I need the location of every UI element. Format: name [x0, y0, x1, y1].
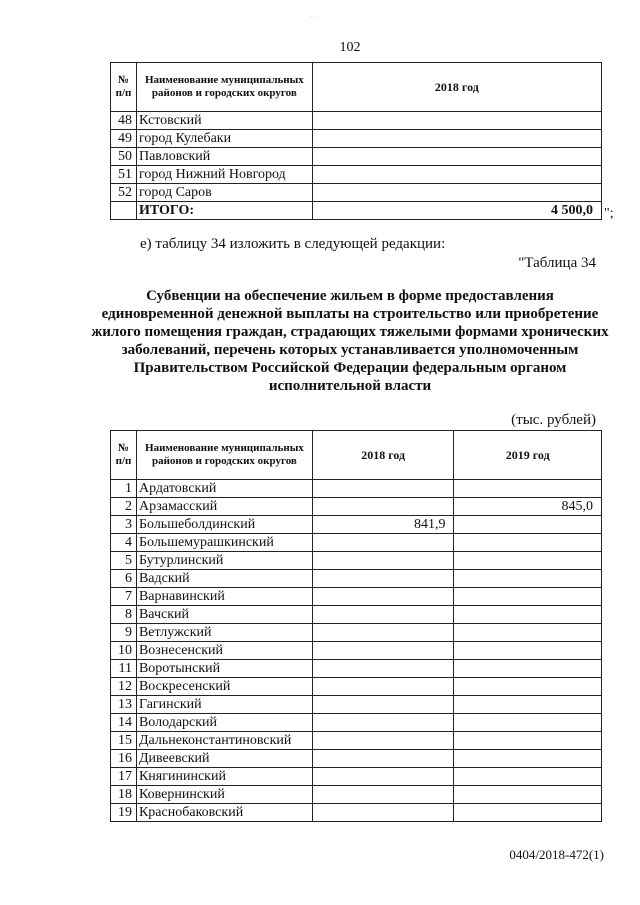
- cell-name: город Кулебаки: [136, 130, 312, 148]
- table-row: [111, 678, 602, 696]
- cell-y2018: [312, 552, 454, 570]
- table-row: [111, 660, 602, 678]
- cell-y2019: [454, 768, 602, 786]
- table-row: [111, 768, 602, 786]
- cell-name: Вознесенский: [136, 642, 312, 660]
- page-number: 102: [339, 40, 361, 55]
- cell-num: 2: [111, 498, 137, 516]
- cell-name: Володарский: [136, 714, 312, 732]
- cell-y2019: [454, 588, 602, 606]
- table-row: [111, 732, 602, 750]
- cell-y2018: [312, 714, 454, 732]
- table-row: [111, 624, 602, 642]
- header-name: Наименование муниципальных районов и городских округов: [136, 63, 312, 112]
- cell-name: Бутурлинский: [136, 552, 312, 570]
- cell-y2019: [454, 516, 602, 534]
- cell-y2018: [312, 786, 454, 804]
- cell-y2019: [454, 480, 602, 498]
- table-row: [111, 750, 602, 768]
- cell-num: 4: [111, 534, 137, 552]
- table-34: [110, 430, 602, 822]
- table-row: [111, 714, 602, 732]
- cell-y2018: [312, 660, 454, 678]
- cell-name: Гагинский: [136, 696, 312, 714]
- cell-name: Вачский: [136, 606, 312, 624]
- cell-num: 13: [111, 696, 137, 714]
- table-title: Субвенции на обеспечение жильем в форме предоставления единовременной денежной выплаты на строительство или приобретение жилого помещения граждан, страдающих тяжелыми формами хронических заболеваний, перечень которых устанавливается уполномоченным Правительством Российской Федерации федеральным органом исполнительной власти: [91, 288, 609, 394]
- total-num: [111, 202, 137, 220]
- header-2019: 2019 год: [454, 431, 602, 480]
- cell-y2018: [312, 570, 454, 588]
- table-row: [111, 166, 602, 184]
- total-label: ИТОГО:: [136, 202, 312, 220]
- cell-name: Дивеевский: [136, 750, 312, 768]
- cell-y2018: [312, 166, 601, 184]
- cell-y2018: [312, 112, 601, 130]
- table-row: [111, 786, 602, 804]
- cell-y2018: 841,9: [312, 516, 454, 534]
- table-row: [111, 498, 602, 516]
- cell-y2019: [454, 732, 602, 750]
- table-row: [111, 642, 602, 660]
- table-label: "Таблица 34: [518, 255, 596, 271]
- cell-y2018: [312, 696, 454, 714]
- cell-name: Ветлужский: [136, 624, 312, 642]
- cell-y2019: [454, 750, 602, 768]
- table-row: [111, 552, 602, 570]
- cell-y2019: [454, 552, 602, 570]
- cell-y2019: [454, 714, 602, 732]
- cell-name: город Нижний Новгород: [136, 166, 312, 184]
- cell-y2019: [454, 678, 602, 696]
- cell-y2018: [312, 804, 454, 822]
- cell-y2019: [454, 606, 602, 624]
- cell-y2018: [312, 678, 454, 696]
- header-2018: 2018 год: [312, 431, 454, 480]
- cell-y2019: [454, 642, 602, 660]
- cell-y2019: 845,0: [454, 498, 602, 516]
- cell-num: 8: [111, 606, 137, 624]
- table-row: [111, 570, 602, 588]
- closing-quote: ";: [604, 206, 614, 221]
- cell-num: 48: [111, 112, 137, 130]
- cell-y2019: [454, 570, 602, 588]
- table-row: [111, 696, 602, 714]
- table-row: [111, 534, 602, 552]
- cell-name: Арзамасский: [136, 498, 312, 516]
- cell-num: 51: [111, 166, 137, 184]
- cell-y2018: [312, 732, 454, 750]
- cell-y2018: [312, 768, 454, 786]
- cell-y2018: [312, 606, 454, 624]
- header-num: № п/п: [111, 63, 137, 112]
- table-row: [111, 804, 602, 822]
- cell-y2018: [312, 498, 454, 516]
- cell-num: 5: [111, 552, 137, 570]
- cell-y2018: [312, 642, 454, 660]
- scan-mark-top: · ·: [310, 14, 316, 20]
- cell-name: Варнавинский: [136, 588, 312, 606]
- header-name: Наименование муниципальных районов и городских округов: [136, 431, 312, 480]
- cell-name: Воскресенский: [136, 678, 312, 696]
- cell-y2019: [454, 696, 602, 714]
- units-label: (тыс. рублей): [511, 412, 596, 428]
- cell-y2018: [312, 184, 601, 202]
- document-code: 0404/2018-472(1): [509, 847, 604, 862]
- cell-name: Вадский: [136, 570, 312, 588]
- cell-num: 9: [111, 624, 137, 642]
- table-row: [111, 184, 602, 202]
- cell-name: Ковернинский: [136, 786, 312, 804]
- header-2018: 2018 год: [312, 63, 601, 112]
- cell-y2018: [312, 480, 454, 498]
- header-num: № п/п: [111, 431, 137, 480]
- cell-name: Ардатовский: [136, 480, 312, 498]
- table-row: [111, 606, 602, 624]
- cell-num: 15: [111, 732, 137, 750]
- table-row: [111, 112, 602, 130]
- cell-num: 10: [111, 642, 137, 660]
- cell-num: 3: [111, 516, 137, 534]
- cell-name: Воротынский: [136, 660, 312, 678]
- cell-y2019: [454, 786, 602, 804]
- table-row: [111, 480, 602, 498]
- cell-name: Большеболдинский: [136, 516, 312, 534]
- table-row: [111, 516, 602, 534]
- table-continuation: [110, 62, 602, 220]
- cell-num: 11: [111, 660, 137, 678]
- cell-y2019: [454, 660, 602, 678]
- cell-y2018: [312, 750, 454, 768]
- cell-num: 1: [111, 480, 137, 498]
- cell-y2018: [312, 624, 454, 642]
- cell-name: Краснобаковский: [136, 804, 312, 822]
- cell-y2019: [454, 534, 602, 552]
- cell-y2018: [312, 534, 454, 552]
- table-row: [111, 588, 602, 606]
- cell-name: Павловский: [136, 148, 312, 166]
- cell-num: 18: [111, 786, 137, 804]
- cell-name: Кстовский: [136, 112, 312, 130]
- cell-y2019: [454, 804, 602, 822]
- cell-num: 16: [111, 750, 137, 768]
- cell-num: 17: [111, 768, 137, 786]
- cell-num: 49: [111, 130, 137, 148]
- cell-y2019: [454, 624, 602, 642]
- cell-num: 12: [111, 678, 137, 696]
- table-row: [111, 130, 602, 148]
- cell-num: 52: [111, 184, 137, 202]
- cell-y2018: [312, 588, 454, 606]
- cell-num: 50: [111, 148, 137, 166]
- total-value: 4 500,0: [312, 202, 601, 220]
- cell-num: 19: [111, 804, 137, 822]
- cell-y2018: [312, 148, 601, 166]
- cell-name: Большемурашкинский: [136, 534, 312, 552]
- cell-y2018: [312, 130, 601, 148]
- cell-num: 6: [111, 570, 137, 588]
- cell-name: Дальнеконстантиновский: [136, 732, 312, 750]
- instruction-text: е) таблицу 34 изложить в следующей редакции:: [140, 236, 446, 252]
- cell-num: 14: [111, 714, 137, 732]
- cell-num: 7: [111, 588, 137, 606]
- table-row: [111, 148, 602, 166]
- cell-name: Княгининский: [136, 768, 312, 786]
- cell-name: город Саров: [136, 184, 312, 202]
